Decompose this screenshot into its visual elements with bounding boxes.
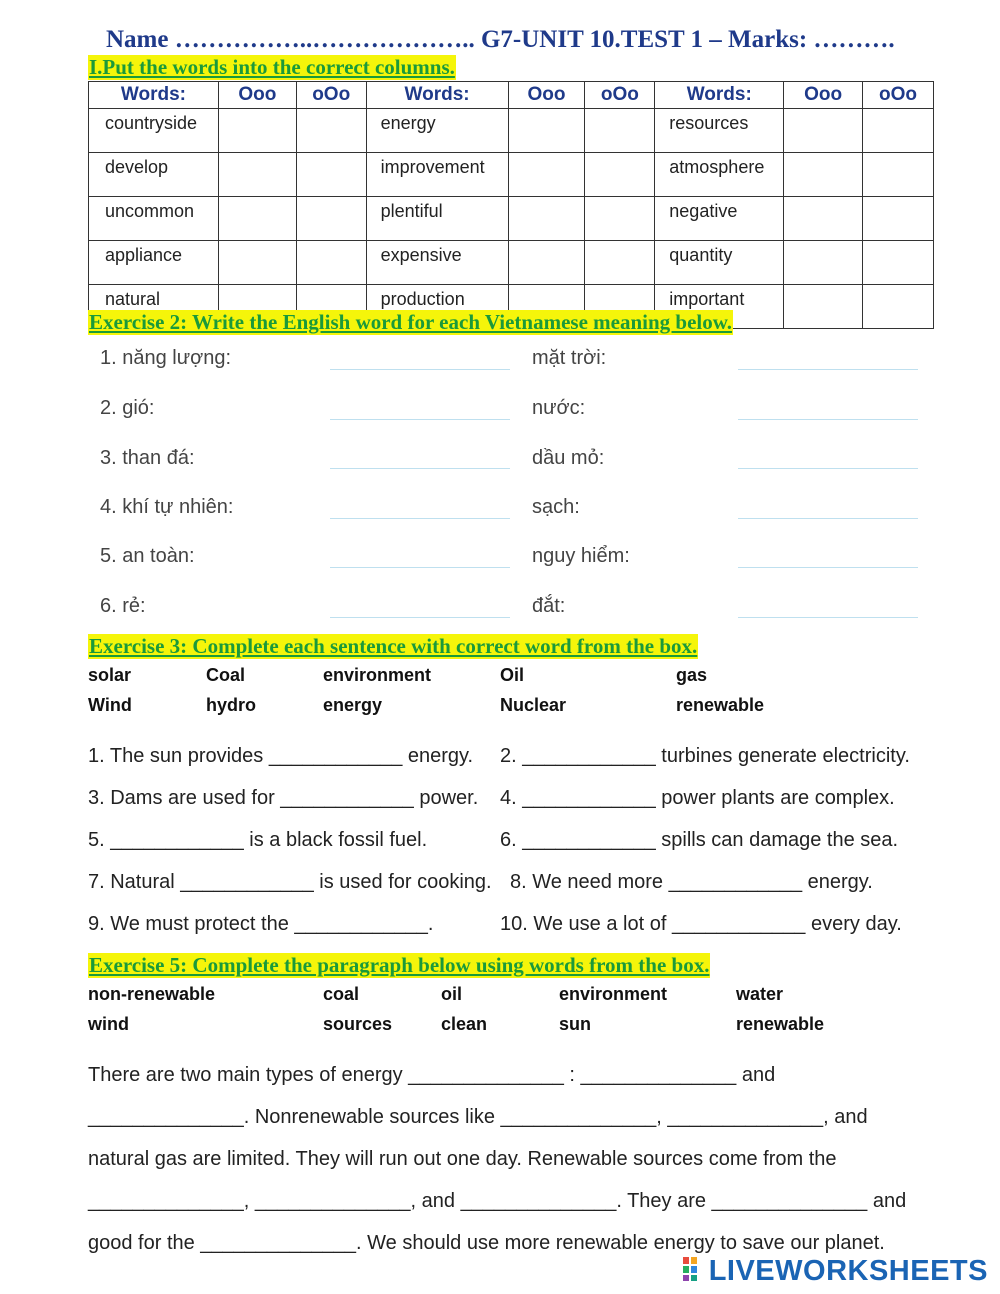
word-box-item: sources: [323, 1014, 393, 1034]
answer-cell[interactable]: [784, 285, 863, 329]
sentence-item: 4. ____________ power plants are complex.: [500, 787, 895, 809]
word-cell: production: [366, 285, 508, 329]
answer-cell[interactable]: [296, 153, 366, 197]
ex2-prompt-right: mặt trời:: [532, 347, 607, 369]
paragraph-line: ______________. Nonrenewable sources like ______________, ______________, and: [88, 1106, 868, 1128]
table-header-row: [89, 82, 934, 109]
word-box-item: Coal: [206, 665, 246, 685]
answer-cell[interactable]: [585, 197, 655, 241]
answer-cell[interactable]: [784, 197, 863, 241]
word-box-item: clean: [441, 1014, 488, 1034]
ex2-prompt-right: nguy hiểm:: [532, 545, 630, 567]
table-row: [89, 153, 934, 197]
answer-cell[interactable]: [296, 197, 366, 241]
liveworksheets-logo-icon: [683, 1256, 705, 1289]
answer-cell[interactable]: [585, 153, 655, 197]
sentence-item: 5. ____________ is a black fossil fuel.: [88, 829, 428, 851]
answer-line[interactable]: [738, 369, 918, 370]
table-row: [89, 241, 934, 285]
word-box-item: solar: [88, 665, 132, 685]
answer-cell[interactable]: [508, 197, 585, 241]
word-cell: uncommon: [89, 197, 219, 241]
answer-cell[interactable]: [218, 197, 296, 241]
paragraph-line: There are two main types of energy ______________ : ______________ and: [88, 1064, 776, 1086]
answer-cell[interactable]: [863, 153, 934, 197]
ex2-prompt-left: 1. năng lượng:: [100, 347, 232, 369]
word-cell: negative: [655, 197, 784, 241]
word-box-item: renewable: [736, 1014, 825, 1034]
word-box-item: Wind: [88, 695, 132, 715]
paragraph-line: good for the ______________. We should use more renewable energy to save our planet.: [88, 1232, 885, 1254]
exercise-5-heading: Exercise 5: Complete the paragraph below using words from the box.: [89, 953, 710, 977]
column-header: Ooo: [508, 82, 585, 109]
ex2-prompt-left: 2. gió:: [100, 397, 155, 419]
answer-cell[interactable]: [863, 197, 934, 241]
answer-cell[interactable]: [218, 241, 296, 285]
ex2-prompt-left: 6. rẻ:: [100, 595, 146, 617]
word-box-item: wind: [88, 1014, 129, 1034]
word-cell: quantity: [655, 241, 784, 285]
column-header: oOo: [585, 82, 655, 109]
word-cell: resources: [655, 109, 784, 153]
sentence-item: 3. Dams are used for ____________ power.: [88, 787, 479, 809]
column-header: Ooo: [218, 82, 296, 109]
sentence-item: 6. ____________ spills can damage the sea.: [500, 829, 899, 851]
word-cell: atmosphere: [655, 153, 784, 197]
word-box-item: environment: [559, 984, 668, 1004]
sentence-item: 10. We use a lot of ____________ every day.: [500, 913, 902, 935]
word-cell: plentiful: [366, 197, 508, 241]
ex2-prompt-right: dầu mỏ:: [532, 447, 605, 469]
ex2-prompt-right: đắt:: [532, 595, 566, 617]
answer-line[interactable]: [738, 468, 918, 469]
word-box-item: coal: [323, 984, 360, 1004]
exercise-2-heading: Exercise 2: Write the English word for each Vietnamese meaning below.: [89, 310, 732, 334]
answer-line[interactable]: [330, 567, 510, 568]
word-box-item: non-renewable: [88, 984, 216, 1004]
answer-cell[interactable]: [508, 109, 585, 153]
answer-cell[interactable]: [296, 241, 366, 285]
answer-line[interactable]: [738, 567, 918, 568]
ex2-prompt-right: sạch:: [532, 496, 580, 518]
answer-line[interactable]: [330, 369, 510, 370]
ex2-prompt-left: 3. than đá:: [100, 447, 195, 469]
answer-cell[interactable]: [508, 241, 585, 285]
answer-cell[interactable]: [863, 241, 934, 285]
word-box-item: environment: [323, 665, 432, 685]
answer-cell[interactable]: [784, 109, 863, 153]
word-box-item: Oil: [500, 665, 525, 685]
word-cell: develop: [89, 153, 219, 197]
table-row: [89, 109, 934, 153]
answer-cell[interactable]: [585, 109, 655, 153]
sentence-item: 1. The sun provides ____________ energy.: [88, 745, 474, 767]
ex2-prompt-left: 4. khí tự nhiên:: [100, 496, 234, 518]
word-cell: energy: [366, 109, 508, 153]
column-header: Ooo: [784, 82, 863, 109]
answer-cell[interactable]: [218, 153, 296, 197]
answer-cell[interactable]: [508, 153, 585, 197]
exercise-1-heading: I.Put the words into the correct columns.: [89, 55, 455, 79]
paragraph-line: ______________, ______________, and ______________. They are ______________ and: [88, 1190, 907, 1212]
answer-line[interactable]: [330, 419, 510, 420]
word-box-item: renewable: [676, 695, 765, 715]
sentence-item: 8. We need more ____________ energy.: [510, 871, 873, 893]
answer-cell[interactable]: [296, 109, 366, 153]
column-header: oOo: [863, 82, 934, 109]
column-header: Words:: [366, 82, 508, 109]
answer-cell[interactable]: [863, 109, 934, 153]
answer-line[interactable]: [738, 518, 918, 519]
answer-line[interactable]: [330, 617, 510, 618]
column-header: Words:: [655, 82, 784, 109]
answer-cell[interactable]: [784, 153, 863, 197]
ex2-prompt-right: nước:: [532, 397, 586, 419]
paragraph-line: natural gas are limited. They will run out one day. Renewable sources come from the: [88, 1148, 837, 1170]
word-cell: natural: [89, 285, 219, 329]
answer-line[interactable]: [738, 617, 918, 618]
word-cell: improvement: [366, 153, 508, 197]
word-box-item: hydro: [206, 695, 257, 715]
sentence-item: 2. ____________ turbines generate electricity.: [500, 745, 910, 767]
word-box-item: energy: [323, 695, 383, 715]
sentence-item: 7. Natural ____________ is used for cooking.: [88, 871, 492, 893]
word-cell: countryside: [89, 109, 219, 153]
exercise-3-heading: Exercise 3: Complete each sentence with correct word from the box.: [89, 634, 698, 658]
word-box-item: oil: [441, 984, 462, 1004]
word-box-item: gas: [676, 665, 708, 685]
answer-line[interactable]: [738, 419, 918, 420]
word-box-item: Nuclear: [500, 695, 567, 715]
word-box-item: sun: [559, 1014, 592, 1034]
word-cell: important: [655, 285, 784, 329]
answer-line[interactable]: [330, 518, 510, 519]
page-title: Name ……………..……………….. G7-UNIT 10.TEST 1 – Marks: ……….: [106, 26, 895, 53]
word-cell: appliance: [89, 241, 219, 285]
column-header: Words:: [89, 82, 219, 109]
ex2-prompt-left: 5. an toàn:: [100, 545, 195, 567]
answer-cell[interactable]: [218, 109, 296, 153]
column-header: oOo: [296, 82, 366, 109]
answer-cell[interactable]: [863, 285, 934, 329]
word-box-item: water: [736, 984, 784, 1004]
table-row: [89, 197, 934, 241]
answer-cell[interactable]: [784, 241, 863, 285]
word-cell: expensive: [366, 241, 508, 285]
answer-cell[interactable]: [585, 241, 655, 285]
words-table: [88, 81, 934, 329]
liveworksheets-logo: [683, 1255, 988, 1289]
sentence-item: 9. We must protect the ____________.: [88, 913, 434, 935]
answer-line[interactable]: [330, 468, 510, 469]
logo-text: LIVEWORKSHEETS: [708, 1255, 988, 1287]
